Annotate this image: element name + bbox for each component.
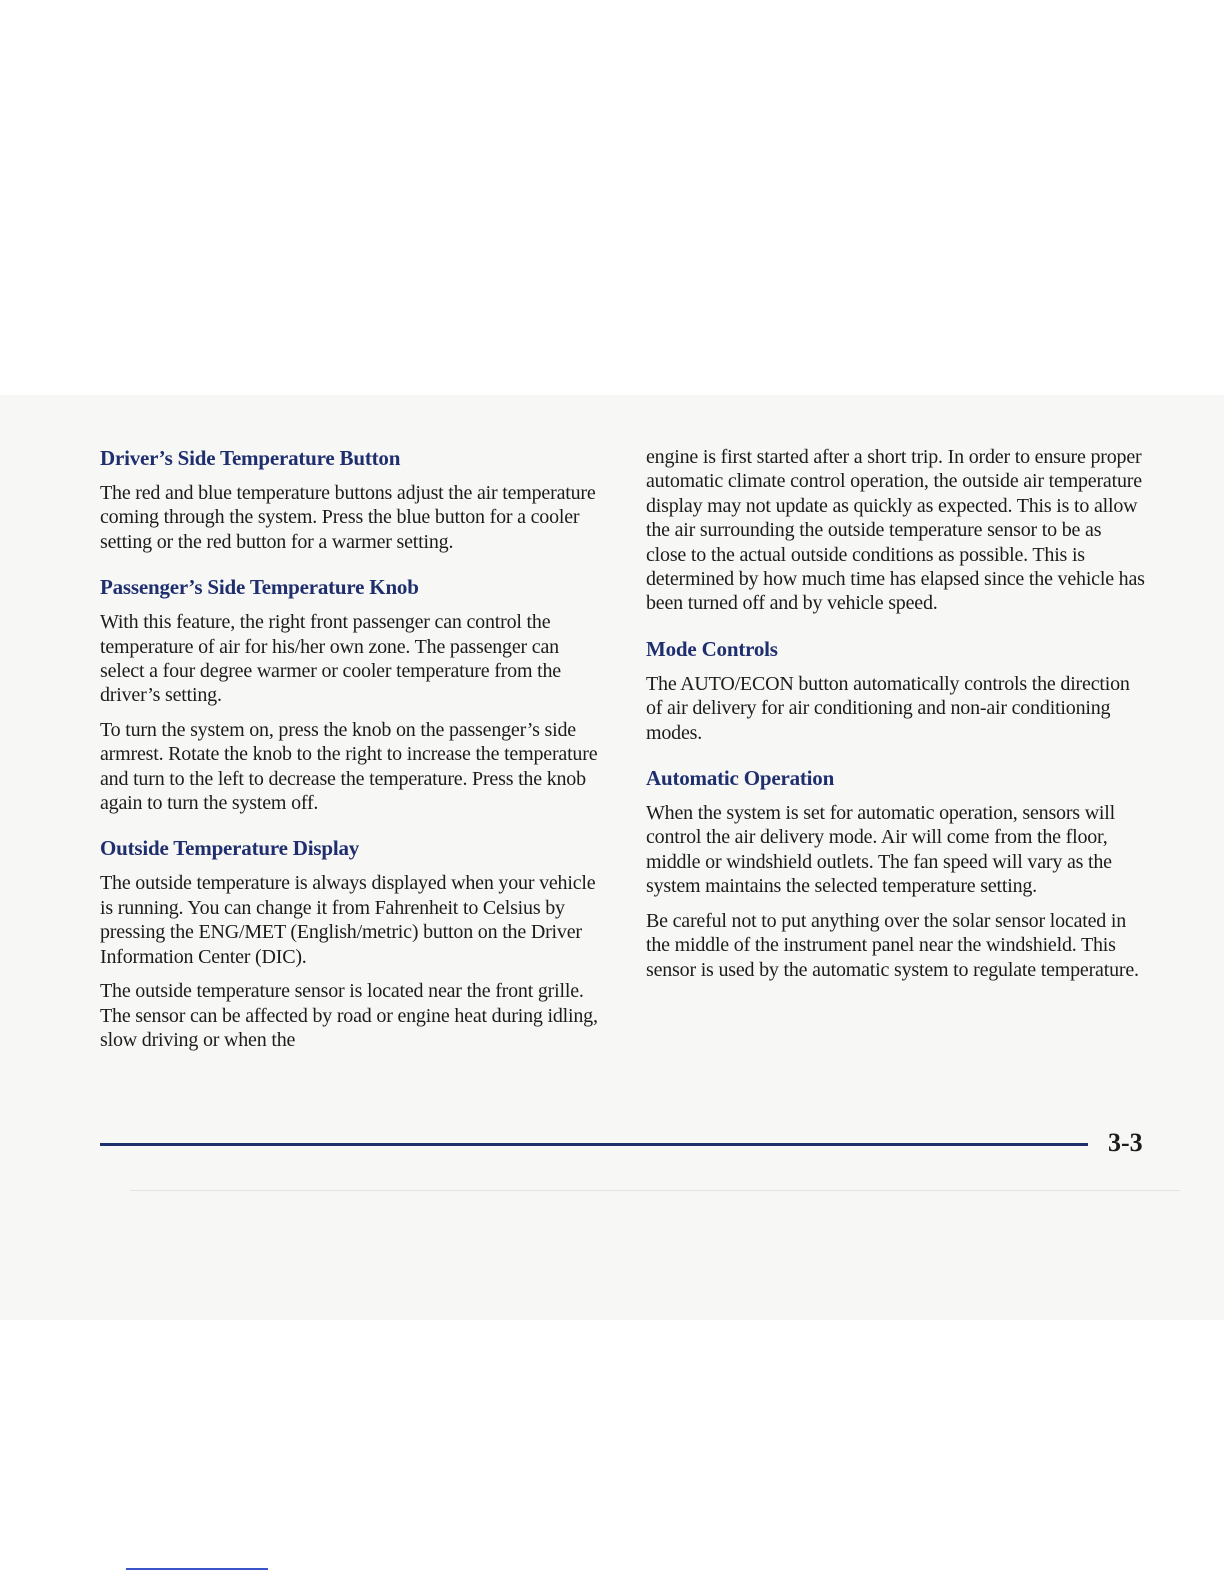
paragraph: Be careful not to put anything over the solar sensor located in the middle of the instrument panel near the windshield. This sensor is used by the automatic system to regulate temperature. xyxy=(646,909,1139,981)
paragraph: The outside temperature is always displayed when your vehicle is running. You can change it from Fahrenheit to Celsius by pressing the ENG/MET (English/metric) button on the Driver Information Center (DIC). xyxy=(100,872,596,968)
section-mode-controls xyxy=(646,636,1146,745)
paragraph: When the system is set for automatic operation, sensors will control the air delivery mode. Air will come from the floor, middle or windshield outlets. The fan speed will vary as the system maintains the selected temperature setting. xyxy=(646,802,1116,898)
section-outside-temperature-continued xyxy=(646,445,1146,616)
paragraph: The outside temperature sensor is located near the front grille. The sensor can be affected by road or engine heat during idling, slow driving or when the xyxy=(100,980,598,1051)
divider xyxy=(130,1190,1180,1191)
heading-automatic-operation: Automatic Operation xyxy=(646,766,835,791)
section-outside-temperature-display xyxy=(100,835,600,1052)
paragraph: The red and blue temperature buttons adjust the air temperature coming through the system. Press the blue button for a cooler setting or the red button for a warmer setting. xyxy=(100,482,596,553)
heading-outside-temperature-display: Outside Temperature Display xyxy=(100,836,360,861)
divider xyxy=(126,1568,268,1570)
heading-passengers-side-temperature-knob: Passenger’s Side Temperature Knob xyxy=(100,575,419,600)
left-column xyxy=(100,445,600,1072)
heading-mode-controls: Mode Controls xyxy=(646,636,778,661)
section-automatic-operation xyxy=(646,765,1146,982)
paragraph: engine is first started after a short trip. In order to ensure proper automatic climate control operation, the outside air temperature display may not update as quickly as expected. This is to allow the air surrounding the outside temperature sensor to be as close to the actual outside conditions as possible. This is determined by how much time has elapsed since the vehicle has been turned off and by vehicle speed. xyxy=(646,446,1145,615)
page-number: 3-3 xyxy=(1108,1128,1143,1157)
paragraph: The AUTO/ECON button automatically controls the direction of air delivery for air conditioning and non-air conditioning modes. xyxy=(646,672,1130,744)
paragraph: With this feature, the right front passenger can control the temperature of air for his/her own zone. The passenger can select a four degree warmer or cooler temperature from the driver’s setting. xyxy=(100,611,561,707)
right-column xyxy=(646,445,1146,1002)
section-drivers-side-temperature-button xyxy=(100,445,600,554)
heading-drivers-side-temperature-button: Driver’s Side Temperature Button xyxy=(100,446,401,470)
footer-rule xyxy=(100,1143,1088,1146)
paragraph: To turn the system on, press the knob on the passenger’s side armrest. Rotate the knob to the right to increase the temperature and turn to the left to decrease the temperature. Press the knob again to turn the system off. xyxy=(100,718,598,815)
section-passengers-side-temperature-knob xyxy=(100,574,600,815)
